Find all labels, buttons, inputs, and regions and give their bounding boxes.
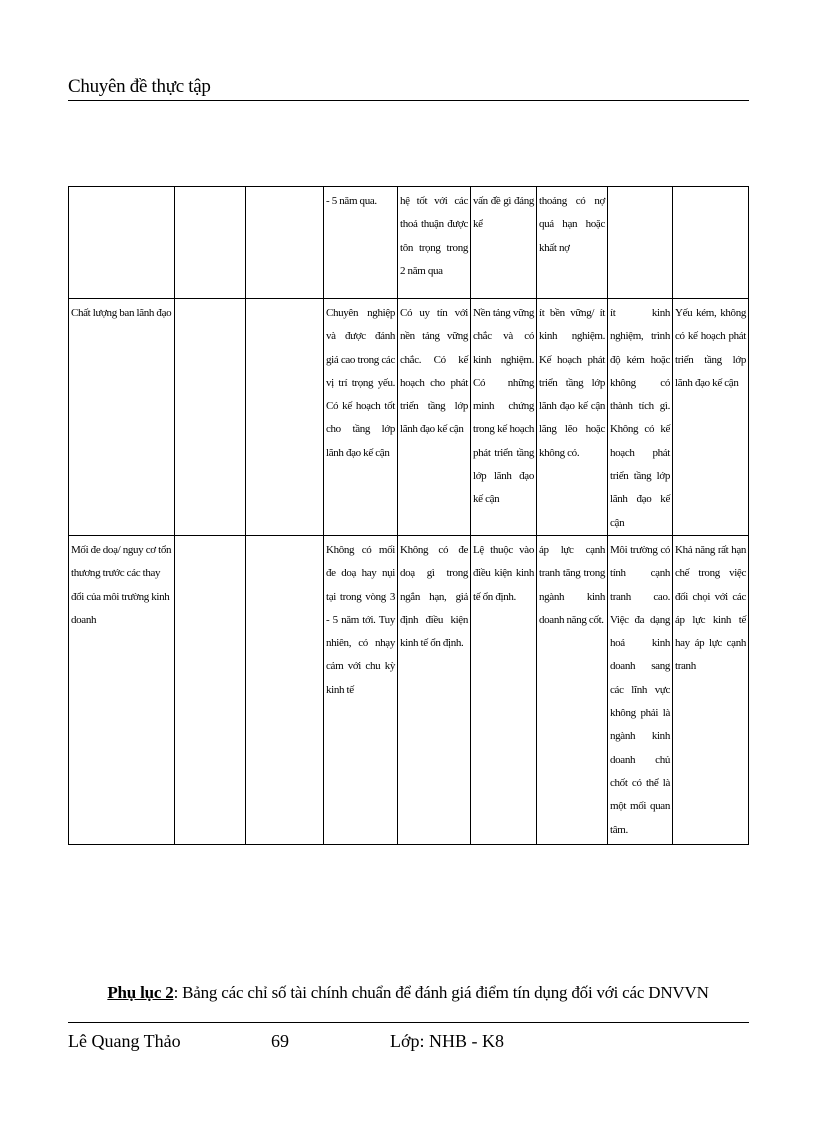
table-cell: Không có mối đe doạ hay nụi tại trong vòng 3 - 5 năm tới. Tuy nhiên, có nhạy cảm với chu kỳ kinh tế — [324, 535, 398, 844]
appendix-caption — [0, 983, 816, 1003]
page-header-title: Chuyên đề thực tập — [68, 76, 211, 97]
table-cell — [246, 187, 324, 299]
table-cell: thoảng có nợ quá hạn hoặc khất nợ — [537, 187, 608, 299]
table-cell — [175, 299, 246, 536]
table-cell — [673, 187, 749, 299]
criterion-cell: Mối đe doạ/ nguy cơ tổn thương trước các thay đổi của môi trường kinh doanh — [69, 535, 175, 844]
table-cell: Môi trường có tính cạnh tranh cao. Việc đa dạng hoá kinh doanh sang các lĩnh vực không phải là ngành kinh doanh chủ chốt có thể là một mối quan tâm. — [608, 535, 673, 844]
table-cell: Yếu kém, không có kế hoạch phát triển tầng lớp lãnh đạo kế cận — [673, 299, 749, 536]
table-cell — [175, 187, 246, 299]
footer-author: Lê Quang Thảo — [68, 1031, 181, 1051]
table-cell: - 5 năm qua. — [324, 187, 398, 299]
table-row — [69, 187, 749, 299]
table-row — [69, 535, 749, 844]
table-cell: hệ tốt với các thoả thuận được tôn trọng trong 2 năm qua — [398, 187, 471, 299]
criterion-cell: Chất lượng ban lãnh đạo — [69, 299, 175, 536]
table-cell — [608, 187, 673, 299]
table-cell — [246, 299, 324, 536]
table-cell: Chuyên nghiệp và được đánh giá cao trong các vị trí trọng yếu. Có kế hoạch tốt cho tầng lớp lãnh đạo kế cận — [324, 299, 398, 536]
footer-class: Lớp: NHB - K8 — [390, 1031, 505, 1051]
table-cell: Không có đe doạ gì trong ngắn hạn, giả định điều kiện kinh tế ổn định. — [398, 535, 471, 844]
table-cell: Lệ thuộc vào điều kiện kinh tế ổn định. — [471, 535, 537, 844]
table-cell — [175, 535, 246, 844]
table-cell: Có uy tín với nền tảng vững chắc. Có kế hoạch cho phát triển tầng lớp lãnh đạo kế cận — [398, 299, 471, 536]
table-cell: áp lực cạnh tranh tăng trong ngành kinh doanh năng cốt. — [537, 535, 608, 844]
criterion-cell — [69, 187, 175, 299]
table-row — [69, 299, 749, 536]
table-cell: ít bền vững/ ít kinh nghiệm. Kế hoạch phát triển tầng lớp lãnh đạo kế cận lãng lẽo hoặc không có. — [537, 299, 608, 536]
table-cell: ít kinh nghiệm, trình độ kém hoặc không có thành tích gì. Không có kế hoạch phát triển tầng lớp lãnh đạo kế cận — [608, 299, 673, 536]
credit-criteria-table — [68, 186, 749, 845]
table-cell — [246, 535, 324, 844]
header-rule — [68, 100, 749, 101]
table-cell: Nền tảng vững chắc và có kinh nghiệm. Có những minh chứng trong kế hoạch phát triển tầng lớp lãnh đạo kế cận — [471, 299, 537, 536]
appendix-label: Phụ lục 2 — [107, 983, 174, 1002]
table-cell: vấn đề gì đáng kể — [471, 187, 537, 299]
footer-rule — [68, 1022, 749, 1023]
appendix-title: : Bảng các chỉ số tài chính chuẩn để đánh giá điểm tín dụng đối với các DNVVN — [173, 983, 709, 1002]
table-cell: Khả năng rất hạn chế trong việc đối chọi với các áp lực kinh tế hay áp lực cạnh tranh — [673, 535, 749, 844]
page-number: 69 — [271, 1031, 289, 1051]
